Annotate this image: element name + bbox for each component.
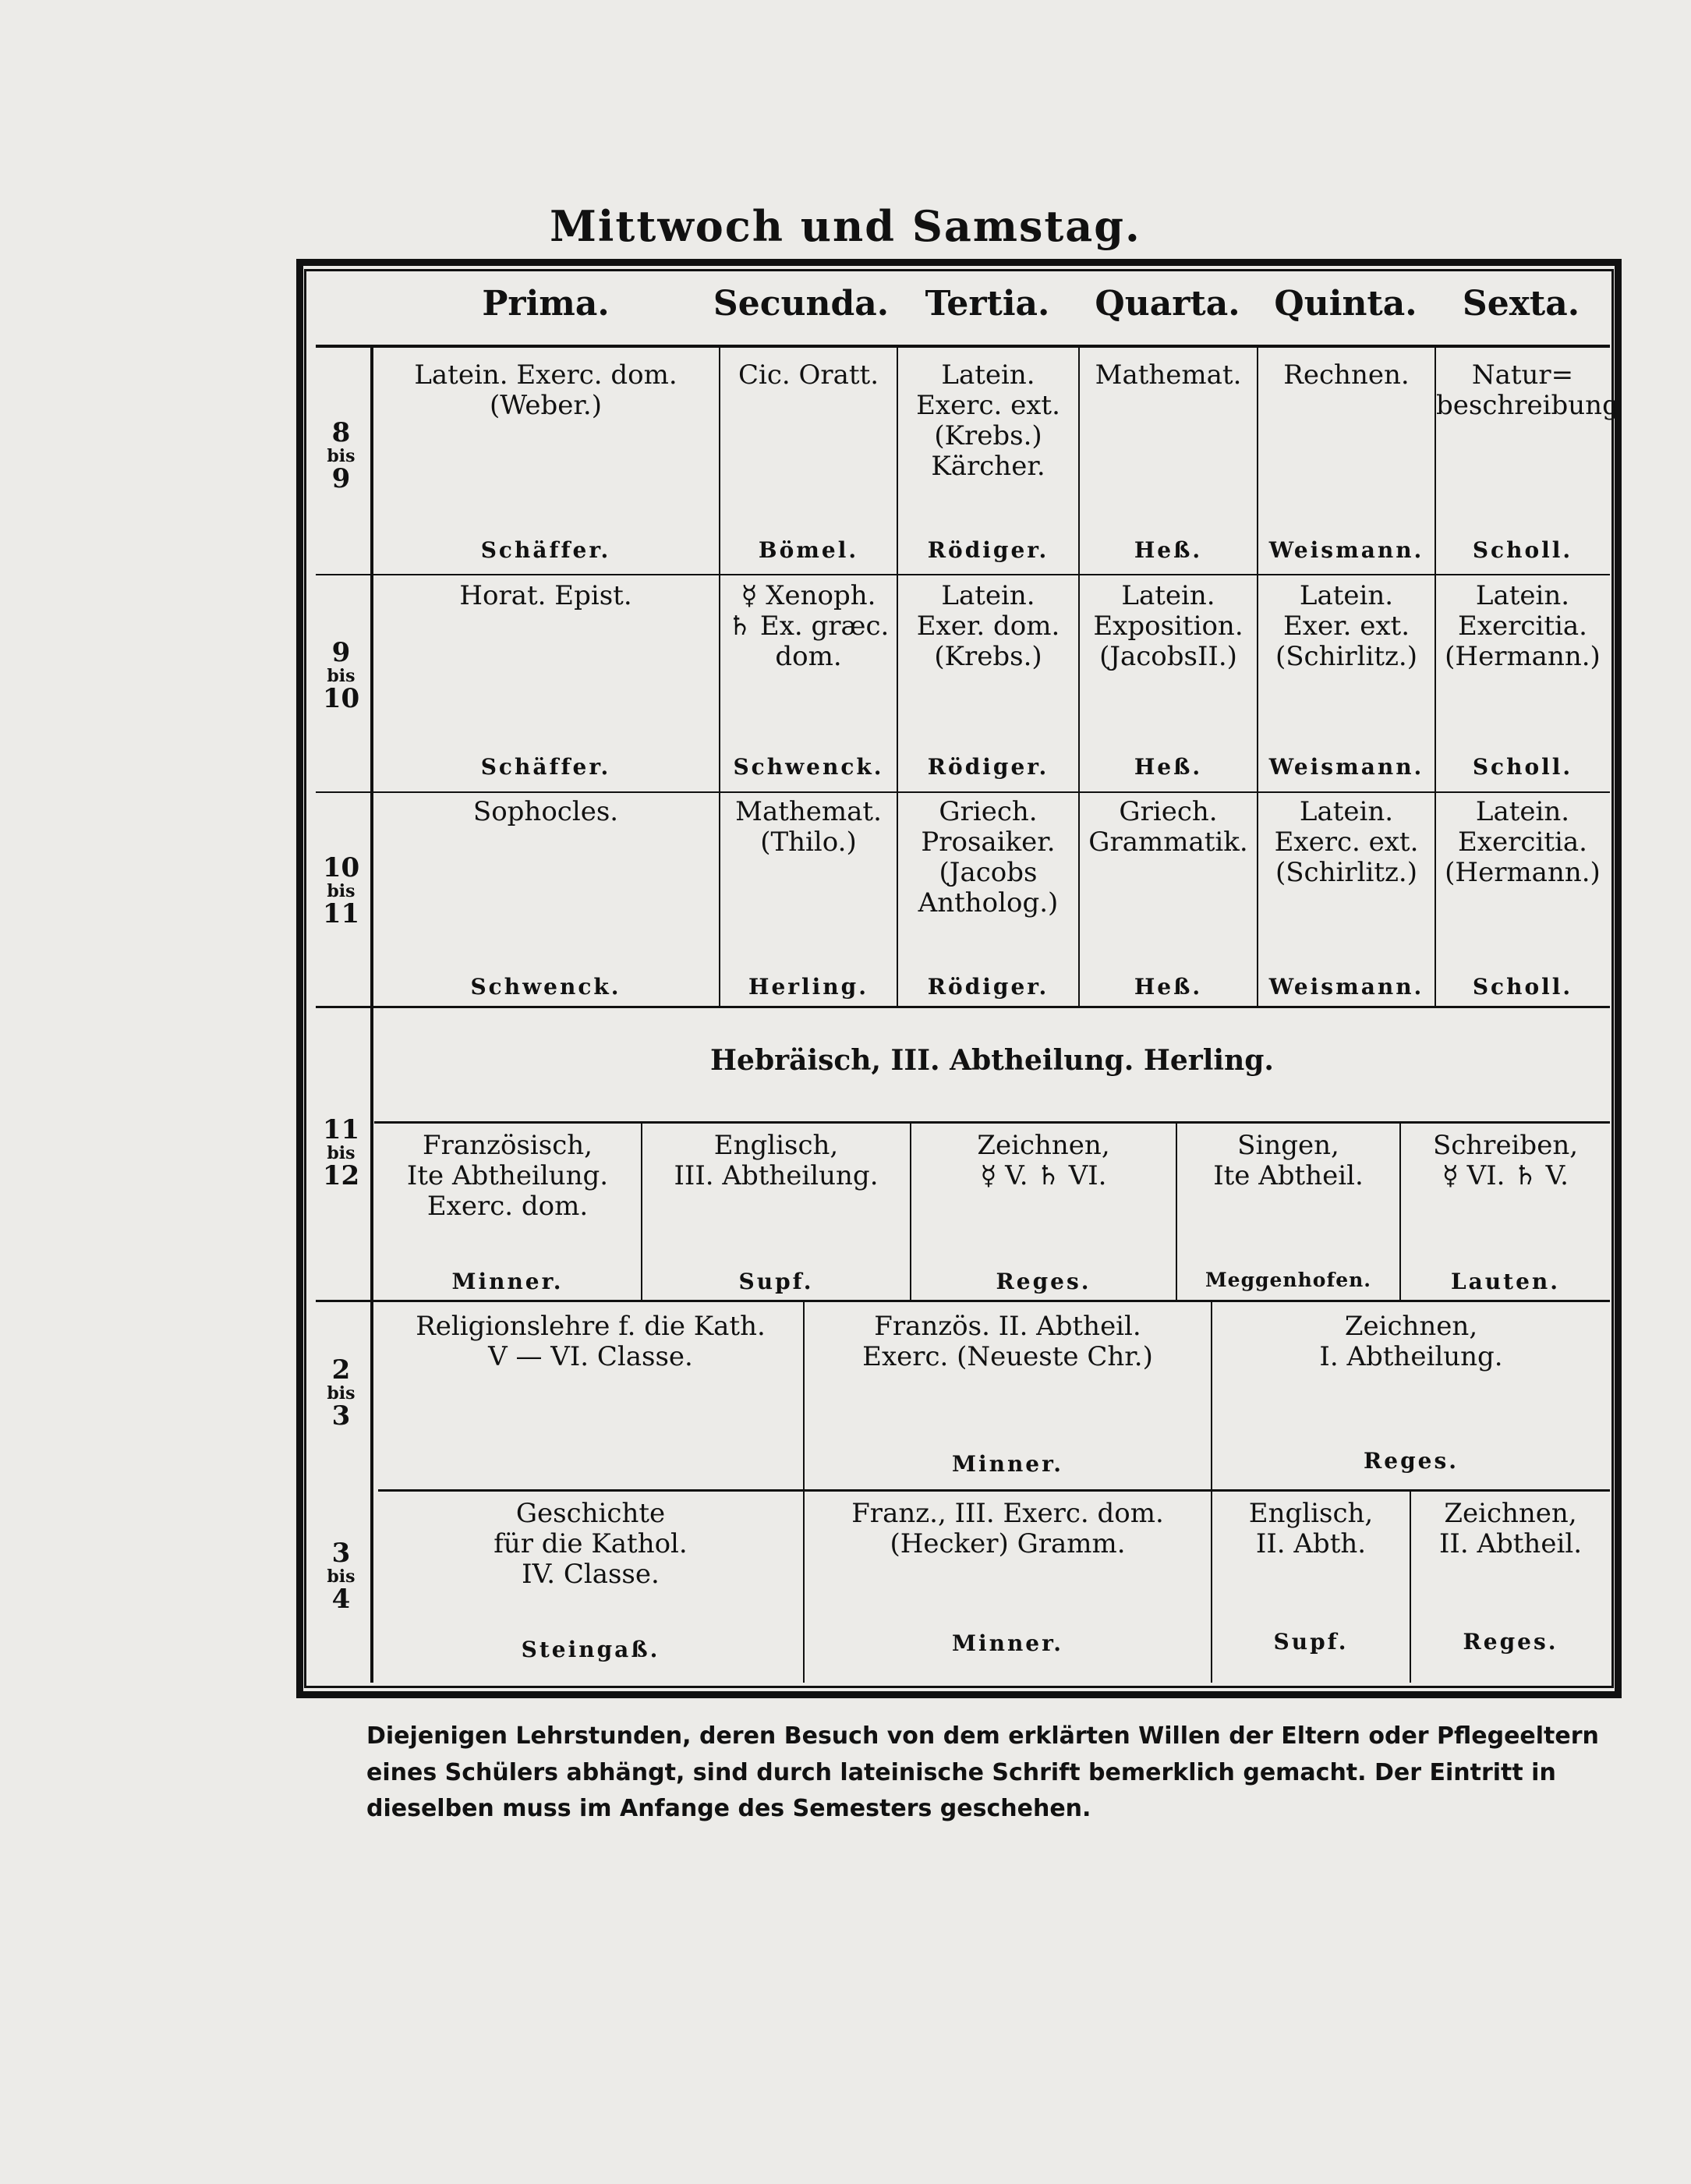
teacher-r4-singing: Meggenhofen.: [1205, 1269, 1371, 1291]
teacher-r2-secunda: Schwenck.: [733, 754, 884, 780]
time-bis: bis: [327, 1566, 356, 1587]
lesson-r2-tertia: Latein. Exer. dom. (Krebs.): [916, 580, 1060, 673]
time-bis: bis: [327, 445, 356, 466]
time-to: 9: [331, 462, 351, 494]
time-column-rule: [370, 348, 373, 1683]
rule-r3: [316, 1006, 1610, 1008]
teacher-r3-quarta: Heß.: [1134, 974, 1203, 1000]
rule-r2: [316, 791, 1610, 793]
teacher-r3-quinta: Weismann.: [1268, 974, 1424, 1000]
header-quarta: Quarta.: [1095, 284, 1240, 324]
teacher-r4-french: Minner.: [451, 1269, 564, 1294]
header-secunda: Secunda.: [713, 284, 890, 324]
time-from: 2: [331, 1354, 351, 1386]
teacher-r1-quinta: Weismann.: [1268, 537, 1424, 563]
lesson-r3-tertia: Griech. Prosaiker. (Jacobs Antholog.): [918, 796, 1059, 919]
header-sexta: Sexta.: [1462, 284, 1580, 324]
lesson-r4-english: Englisch, III. Abtheilung.: [674, 1130, 879, 1192]
col-rule-r13-d: [1257, 348, 1258, 1006]
rule-r4: [316, 1300, 1610, 1302]
col-rule-r13-e: [1435, 348, 1436, 1006]
teacher-r2-prima: Schäffer.: [480, 754, 611, 780]
time-from: 9: [331, 637, 351, 668]
time-from: 11: [322, 1114, 360, 1145]
lesson-r5-religion: Religionslehre f. die Kath. V — VI. Classe.: [416, 1311, 766, 1373]
lesson-r1-quarta: Mathemat.: [1095, 359, 1242, 391]
header-rule: [316, 345, 1610, 348]
lesson-hebrew-all: Hebräisch, III. Abtheilung. Herling.: [710, 1044, 1274, 1077]
teacher-r1-sexta: Scholl.: [1472, 537, 1573, 563]
lesson-r2-secunda: ☿ Xenoph. ♄ Ex. græc. dom.: [727, 580, 890, 673]
lesson-r3-quarta: Griech. Grammatik.: [1088, 796, 1248, 858]
teacher-r6-french: Minner.: [951, 1630, 1064, 1656]
lesson-r6-history: Geschichte für die Kathol. IV. Classe.: [494, 1498, 688, 1591]
time-to: 11: [322, 897, 360, 929]
rule-r1: [316, 574, 1610, 575]
rule-hebrew: [374, 1121, 1610, 1124]
header-prima: Prima.: [482, 284, 610, 324]
teacher-r3-sexta: Scholl.: [1472, 974, 1573, 1000]
time-to: 4: [331, 1583, 351, 1615]
lesson-r2-quarta: Latein. Exposition. (JacobsII.): [1093, 580, 1243, 673]
time-to: 10: [322, 682, 360, 714]
lesson-r3-sexta: Latein. Exercitia. (Hermann.): [1445, 796, 1601, 889]
lesson-r4-writing: Schreiben, ☿ VI. ♄ V.: [1432, 1130, 1579, 1192]
time-from: 10: [322, 852, 360, 883]
lesson-r5-french: Französ. II. Abtheil. Exerc. (Neueste Chr.): [862, 1311, 1153, 1373]
teacher-r2-sexta: Scholl.: [1472, 754, 1573, 780]
lesson-r3-quinta: Latein. Exerc. ext. (Schirlitz.): [1274, 796, 1419, 889]
teacher-r4-drawing: Reges.: [996, 1269, 1091, 1294]
time-bis: bis: [327, 1142, 356, 1163]
time-bis: bis: [327, 880, 356, 901]
time-slot-1: [312, 419, 370, 493]
teacher-r2-quinta: Weismann.: [1268, 754, 1424, 780]
rule-r5: [378, 1489, 1610, 1492]
lesson-r1-secunda: Cic. Oratt.: [738, 359, 879, 391]
lesson-r2-sexta: Latein. Exercitia. (Hermann.): [1445, 580, 1601, 673]
lesson-r6-english: Englisch, II. Abth.: [1248, 1498, 1374, 1560]
teacher-r1-prima: Schäffer.: [480, 537, 611, 563]
teacher-r3-tertia: Rödiger.: [927, 974, 1049, 1000]
lesson-r4-drawing: Zeichnen, ☿ V. ♄ VI.: [977, 1130, 1110, 1192]
time-slot-5: [312, 1354, 370, 1432]
teacher-r6-drawing: Reges.: [1463, 1629, 1558, 1655]
teacher-r2-tertia: Rödiger.: [927, 754, 1049, 780]
teacher-r3-secunda: Herling.: [748, 974, 868, 1000]
lesson-r4-french: Französisch, Ite Abtheilung. Exerc. dom.: [406, 1130, 609, 1223]
time-bis: bis: [327, 1382, 356, 1403]
page-title: Mittwoch und Samstag.: [550, 201, 1141, 251]
col-rule-r13-c: [1078, 348, 1080, 1006]
lesson-r6-drawing: Zeichnen, II. Abtheil.: [1438, 1498, 1583, 1560]
time-from: 3: [331, 1538, 351, 1569]
teacher-r4-writing: Lauten.: [1450, 1269, 1561, 1294]
lesson-r6-french: Franz., III. Exerc. dom. (Hecker) Gramm.: [851, 1498, 1164, 1560]
time-bis: bis: [327, 665, 356, 686]
time-slot-2: [312, 639, 370, 713]
teacher-r5-french: Minner.: [951, 1451, 1064, 1477]
lesson-r3-secunda: Mathemat. (Thilo.): [735, 796, 882, 858]
teacher-r4-english: Supf.: [738, 1269, 814, 1294]
time-to: 3: [331, 1400, 351, 1432]
time-slot-6: [312, 1540, 370, 1613]
time-to: 12: [322, 1159, 360, 1191]
lesson-r1-tertia: Latein. Exerc. ext. (Krebs.) Kärcher.: [916, 359, 1060, 483]
teacher-r6-english: Supf.: [1273, 1629, 1349, 1655]
teacher-r6-history: Steingaß.: [521, 1637, 660, 1662]
teacher-r2-quarta: Heß.: [1134, 754, 1203, 780]
teacher-r1-tertia: Rödiger.: [927, 537, 1049, 563]
header-tertia: Tertia.: [925, 284, 1050, 324]
lesson-r2-prima: Horat. Epist.: [459, 580, 632, 611]
col-rule-r13-a: [719, 348, 720, 1006]
teacher-r5-drawing: Reges.: [1364, 1448, 1459, 1474]
lesson-r1-prima: Latein. Exerc. dom. (Weber.): [414, 359, 677, 422]
time-from: 8: [331, 417, 351, 448]
teacher-r1-quarta: Heß.: [1134, 537, 1203, 563]
lesson-r5-drawing: Zeichnen, I. Abtheilung.: [1319, 1311, 1503, 1373]
time-slot-4: [312, 1114, 370, 1191]
header-quinta: Quinta.: [1274, 284, 1417, 324]
lesson-r3-prima: Sophocles.: [472, 796, 619, 827]
lesson-r1-sexta: Natur= beschreibung: [1436, 359, 1619, 422]
time-slot-3: [312, 852, 370, 929]
teacher-r3-prima: Schwenck.: [470, 974, 621, 1000]
lesson-r2-quinta: Latein. Exer. ext. (Schirlitz.): [1275, 580, 1418, 673]
teacher-r1-secunda: Bömel.: [758, 537, 859, 563]
footnote: Diejenigen Lehrstunden, deren Besuch von dem erklärten Willen der Eltern oder Pflegeeltern eines Schülers abhängt, sind durch lateinische Schrift bemerklich gemacht. Der Eintritt in dieselben muss im Anfange des Semesters geschehen.: [366, 1722, 1599, 1822]
lesson-r1-quinta: Rechnen.: [1283, 359, 1410, 391]
lesson-r4-singing: Singen, Ite Abtheil.: [1213, 1130, 1364, 1192]
